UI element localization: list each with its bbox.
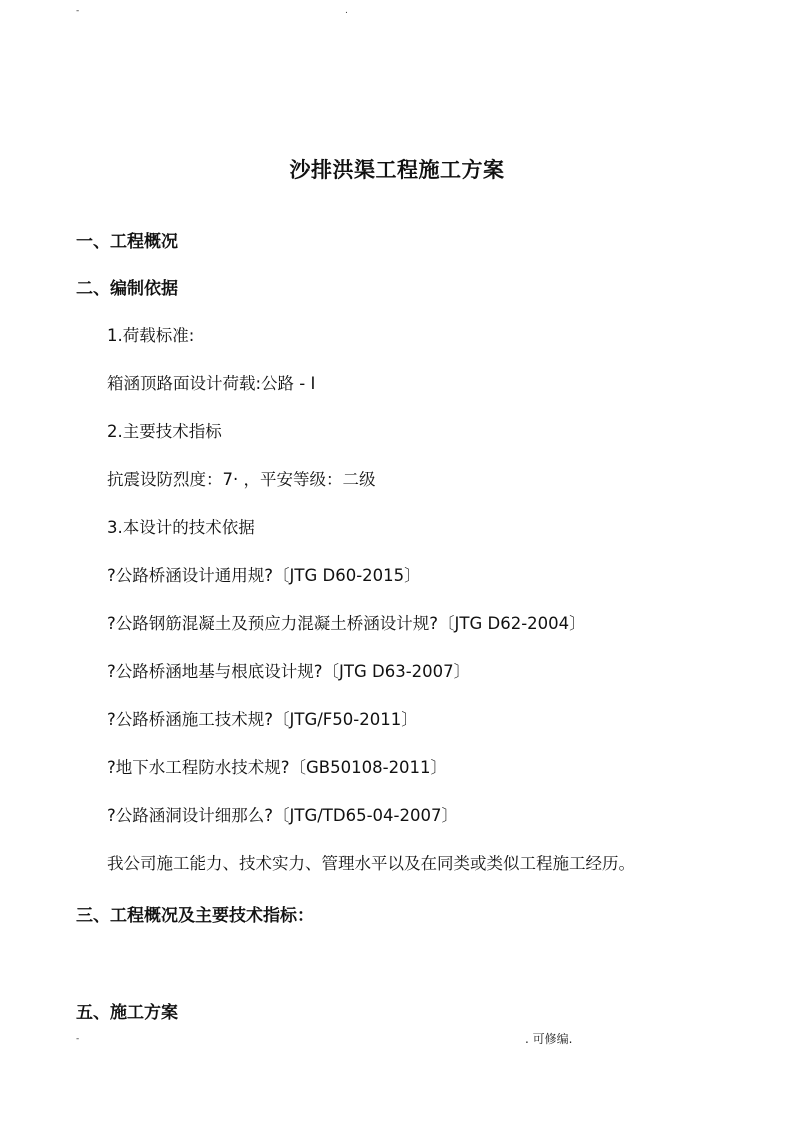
section-heading-3: 三、工程概况及主要技术指标： bbox=[76, 906, 314, 926]
footer-note: . 可修编. bbox=[525, 1032, 573, 1046]
body-line: ?公路桥涵设计通用规?〔JTG D60-2015〕 bbox=[107, 566, 421, 585]
footer-left-mark: - bbox=[76, 1034, 80, 1044]
header-left-mark: - bbox=[76, 6, 80, 16]
section-heading-5: 五、施工方案 bbox=[76, 1003, 178, 1023]
body-line: 3.本设计的技术依据 bbox=[107, 518, 255, 537]
document-title: 沙排洪渠工程施工方案 bbox=[289, 158, 505, 182]
section-heading-2: 二、编制依据 bbox=[76, 279, 178, 299]
body-line: ?公路涵洞设计细那么?〔JTG/TD65-04-2007〕 bbox=[107, 806, 458, 825]
body-line: 我公司施工能力、技术实力、管理水平以及在同类或类似工程施工经历。 bbox=[107, 854, 635, 873]
body-line: 2.主要技术指标 bbox=[107, 422, 222, 441]
body-line: 箱涵顶路面设计荷载:公路 - Ⅰ bbox=[107, 374, 316, 393]
section-heading-1: 一、工程概况 bbox=[76, 232, 178, 252]
body-line: 抗震设防烈度：7· ，平安等级：二级 bbox=[107, 470, 376, 489]
body-line: 1.荷载标准: bbox=[107, 326, 195, 345]
body-line: ?公路钢筋混凝土及预应力混凝土桥涵设计规?〔JTG D62-2004〕 bbox=[107, 614, 586, 633]
header-right-mark: . bbox=[345, 6, 348, 16]
body-line: ?公路桥涵施工技术规?〔JTG/F50-2011〕 bbox=[107, 710, 418, 729]
body-line: ?地下水工程防水技术规?〔GB50108-2011〕 bbox=[107, 758, 448, 777]
body-line: ?公路桥涵地基与根底设计规?〔JTG D63-2007〕 bbox=[107, 662, 471, 681]
